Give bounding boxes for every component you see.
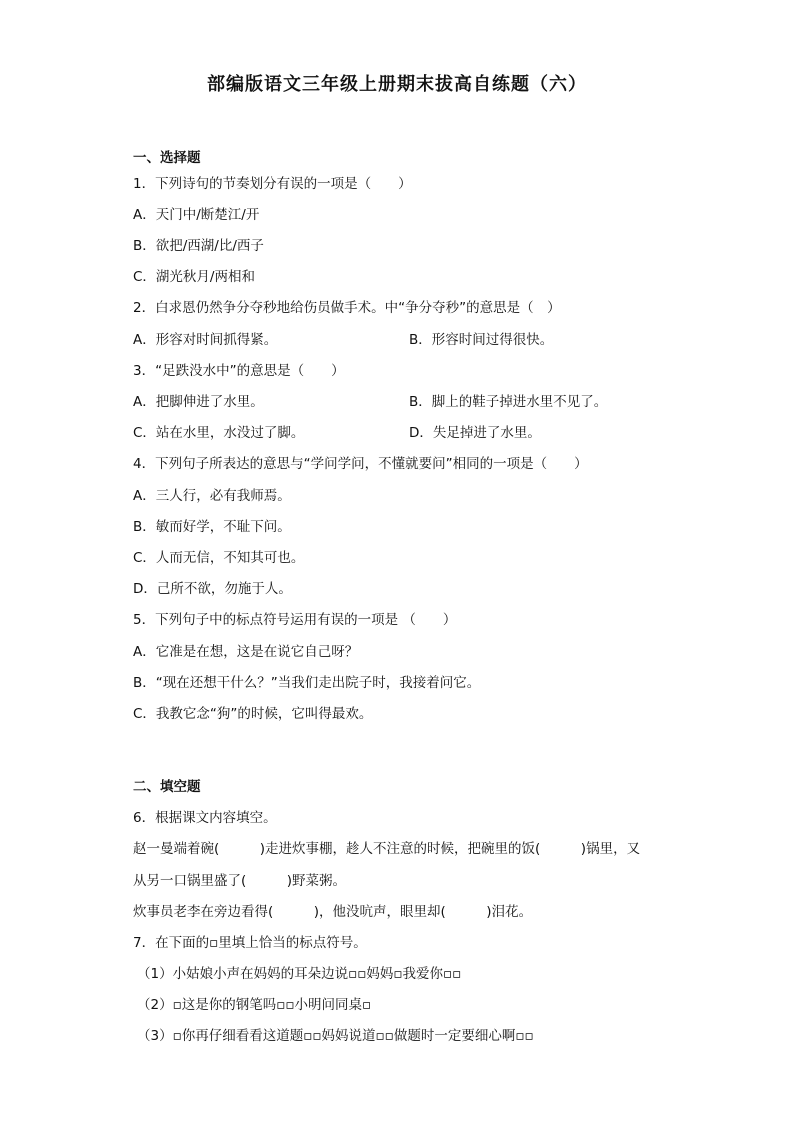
section-heading-choice: 一、选择题: [133, 150, 201, 166]
question-1-option-a: A．天门中/断楚江/开: [133, 207, 260, 223]
question-1-option-c: C．湖光秋月/两相和: [133, 269, 255, 285]
question-6-stem: 6．根据课文内容填空。: [133, 810, 277, 826]
question-6-line-1: 赵一曼端着碗( )走进炊事棚，趁人不注意的时候，把碗里的饭( )锅里，又: [133, 841, 641, 857]
section-heading-fill: 二、填空题: [133, 779, 201, 795]
question-7-item-1: （1）小姑娘小声在妈妈的耳朵边说▫▫妈妈▫我爱你▫▫: [137, 966, 462, 982]
question-1-stem: 1．下列诗句的节奏划分有误的一项是（ ）: [133, 176, 412, 192]
question-5-option-a: A．它准是在想，这是在说它自己呀？: [133, 644, 359, 660]
question-7-item-3: （3）▫你再仔细看看这道题▫▫妈妈说道▫▫做题时一定要细心啊▫▫: [137, 1028, 534, 1044]
question-6-line-3: 炊事员老李在旁边看得( )，他没吭声，眼里却( )泪花。: [133, 904, 533, 920]
question-6-line-2: 从另一口锅里盛了( )野菜粥。: [133, 873, 347, 889]
page-title: 部编版语文三年级上册期末拔高自练题（六）: [207, 74, 587, 95]
question-4-option-a: A．三人行，必有我师焉。: [133, 488, 291, 504]
question-4-option-c: C．人而无信，不知其可也。: [133, 550, 305, 566]
question-2-option-b: B．形容时间过得很快。: [409, 332, 554, 348]
question-4-stem: 4．下列句子所表达的意思与“学问学问，不懂就要问”相同的一项是（ ）: [133, 456, 588, 472]
question-4-option-d: D．己所不欲，勿施于人。: [133, 581, 292, 597]
question-7-stem: 7．在下面的▫里填上恰当的标点符号。: [133, 935, 367, 951]
question-3-option-d: D．失足掉进了水里。: [409, 425, 541, 441]
question-4-option-b: B．敏而好学，不耻下问。: [133, 519, 291, 535]
question-2-stem: 2．白求恩仍然争分夺秒地给伤员做手术。中“争分夺秒”的意思是（ ）: [133, 300, 561, 316]
question-3-stem: 3．“足跌没水中”的意思是（ ）: [133, 363, 345, 379]
question-5-stem: 5．下列句子中的标点符号运用有误的一项是 （ ）: [133, 612, 457, 628]
question-3-option-c: C．站在水里，水没过了脚。: [133, 425, 305, 441]
question-5-option-b: B．“现在还想干什么？”当我们走出院子时，我接着问它。: [133, 675, 481, 691]
question-2-option-a: A．形容对时间抓得紧。: [133, 332, 278, 348]
question-7-item-2: （2）▫这是你的钢笔吗▫▫小明问同桌▫: [137, 997, 372, 1013]
question-3-option-a: A．把脚伸进了水里。: [133, 394, 264, 410]
question-1-option-b: B．欲把/西湖/比/西子: [133, 238, 264, 254]
question-5-option-c: C．我教它念“狗”的时候，它叫得最欢。: [133, 706, 373, 722]
question-3-option-b: B．脚上的鞋子掉进水里不见了。: [409, 394, 608, 410]
